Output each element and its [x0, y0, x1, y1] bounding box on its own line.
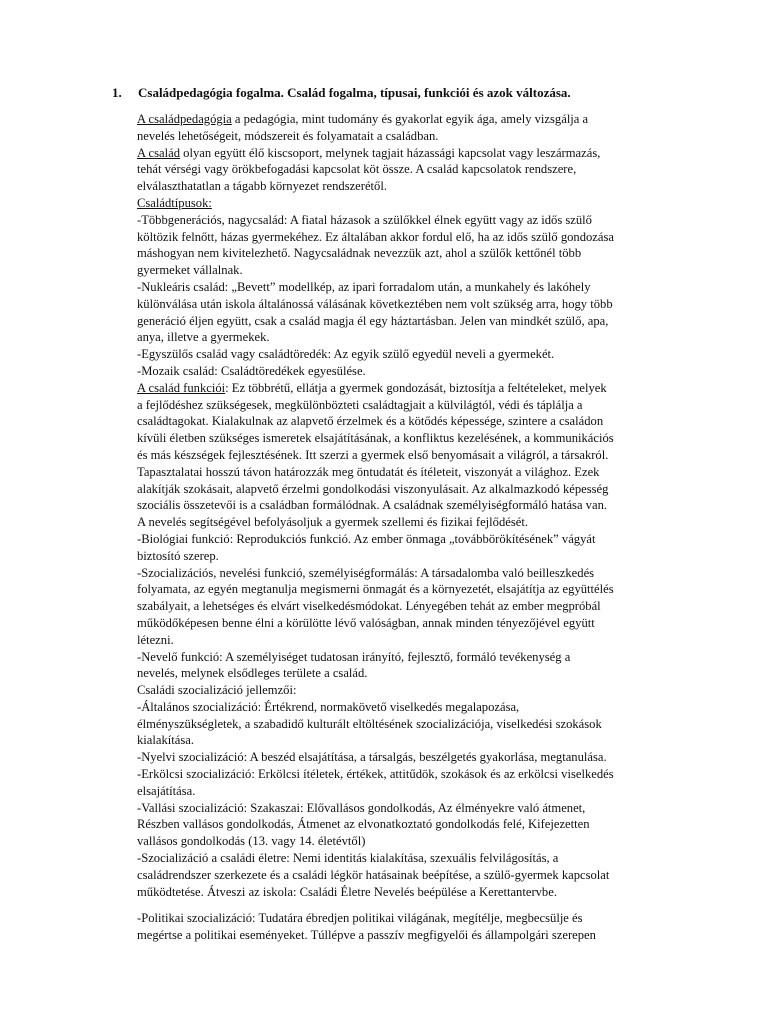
- text-line: [137, 380, 657, 397]
- line-text: szociális összetevői is a családban formálódnak. A családnak személyiségformáló hatása van.: [137, 498, 608, 513]
- text-line: [137, 329, 657, 346]
- document-body: [137, 111, 657, 944]
- text-line: [137, 867, 657, 884]
- line-text: szabályait, a lehetséges és elvárt viselkedésmódokat. Lényegében tehát az ember megpróbál: [137, 599, 601, 614]
- text-line: [137, 531, 657, 548]
- line-text: költözik felnőtt, házas gyermekéhez. Ez általában akkor fordul elő, ha az idős szülő gondozása: [137, 229, 614, 244]
- text-line: [137, 716, 657, 733]
- text-line: [137, 783, 657, 800]
- line-text: A nevelés segítségével befolyásoljuk a gyermek szellemi és fizikai fejlődését.: [137, 515, 528, 530]
- text-line: [137, 884, 657, 901]
- line-text: -Egyszülős család vagy családtöredék: Az egyik szülő egyedül neveli a gyermekét.: [137, 347, 555, 362]
- text-line: [137, 514, 657, 531]
- line-text: olyan együtt élő kiscsoport, melynek tagjait házassági kapcsolat vagy leszármazás,: [180, 145, 601, 160]
- line-text: vallásos gondolkodás (13. vagy 14. életévtől): [137, 834, 366, 849]
- text-line: [137, 665, 657, 682]
- text-line: [137, 111, 657, 128]
- line-text: -Nukleáris család: „Bevett” modellkép, az ipari forradalom után, a munkahely és lakóhely: [137, 279, 591, 294]
- text-line: [137, 413, 657, 430]
- text-line: [137, 481, 657, 498]
- line-text: tehát vérségi vagy örökbefogadási kapcsolat köt össze. A család kapcsolatok rendszere,: [137, 162, 577, 177]
- section-title: Családpedagógia fogalma. Család fogalma, típusai, funkciói és azok változása.: [138, 85, 571, 100]
- text-line: [137, 262, 657, 279]
- line-text: és más készségek fejlesztésének. Itt szerzi a gyermek első benyomásait a világról, a társakról.: [137, 447, 609, 462]
- text-line: [137, 397, 657, 414]
- line-text: -Vallási szocializáció: Szakaszai: Elővallásos gondolkodás, Az élményekre való átmenet,: [137, 800, 586, 815]
- line-text: különválása után iskola általánossá válásának következtében nem volt szükség arra, hogy több: [137, 296, 613, 311]
- text-line: [137, 816, 657, 833]
- text-line: [137, 447, 657, 464]
- line-text: működtetése. Átveszi az iskola: Családi Életre Nevelés beépülése a Kerettantervbe.: [137, 884, 557, 899]
- line-text: Részben vallásos gondolkodás, Átmenet az elvonatkoztató gondolkodás felé, Kifejezetten: [137, 817, 590, 832]
- line-text: létezni.: [137, 632, 174, 647]
- line-text: -Általános szocializáció: Értékrend, normakövető viselkedés megalapozása,: [137, 699, 520, 714]
- line-text: biztosító szerep.: [137, 548, 219, 563]
- section-heading: [112, 84, 732, 102]
- text-line: [137, 732, 657, 749]
- line-text: Családi szocializáció jellemzői:: [137, 683, 297, 698]
- text-line: [137, 464, 657, 481]
- line-text: gyermeket vállalnak.: [137, 263, 243, 278]
- text-line: [137, 128, 657, 145]
- paragraph-gap: [137, 900, 657, 910]
- line-text: kívüli életben szükséges ismeretek elsajátításának, a konfliktus kezelésének, a kommunikációs: [137, 431, 614, 446]
- text-line: [137, 497, 657, 514]
- line-text: családrendszer szerkezete és a családi légkör hatásainak beépítése, a szülő-gyermek kapcsolat: [137, 867, 610, 882]
- line-text: -Szocializációs, nevelési funkció, személyiségformálás: A társadalomba való beilleszkedés: [137, 565, 595, 580]
- text-line: [137, 145, 657, 162]
- underlined-term: A család: [137, 145, 181, 160]
- line-text: nevelés, melynek elsődleges területe a család.: [137, 666, 368, 681]
- line-text: -Nyelvi szocializáció: A beszéd elsajátítása, a társalgás, beszélgetés gyakorlása, megtanulása.: [137, 750, 607, 765]
- line-text: elválaszthatatlan a tágabb környezet rendszerétől.: [137, 179, 387, 194]
- line-text: -Politikai szocializáció: Tudatára ébredjen politikai világának, megítélje, megbecsülje és: [137, 911, 583, 926]
- text-line: [137, 632, 657, 649]
- text-line: [137, 927, 657, 944]
- text-line: [137, 910, 657, 927]
- line-text: Tapasztalatai hosszú távon határozzák meg öntudatát és ítéleteit, viszonyát a világhoz. Ezek: [137, 464, 600, 479]
- line-text: nevelés lehetőségeit, módszereit és folyamatait a családban.: [137, 128, 439, 143]
- text-line: [137, 313, 657, 330]
- text-line: [137, 212, 657, 229]
- text-line: [137, 430, 657, 447]
- text-line: [137, 800, 657, 817]
- text-line: [137, 598, 657, 615]
- text-line: [137, 649, 657, 666]
- text-line: [137, 682, 657, 699]
- text-line: [137, 346, 657, 363]
- text-line: [137, 178, 657, 195]
- line-text: máshogyan nem kivitelezhető. Nagycsaládnak nevezzük azt, ahol a szülők kettőnél több: [137, 246, 582, 261]
- text-line: [137, 195, 657, 212]
- line-text: -Szocializáció a családi életre: Nemi identitás kialakítása, szexuális felvilágosítás, a: [137, 851, 559, 866]
- text-line: [137, 363, 657, 380]
- text-line: [137, 615, 657, 632]
- line-text: alakítják szokásait, alapvető érzelmi gondolkodási viszonyulásait. Az alkalmazkodó képesség: [137, 481, 609, 496]
- line-text: -Nevelő funkció: A személyiséget tudatosan irányító, fejlesztő, formáló tevékenység a: [137, 649, 571, 664]
- line-text: kialakítása.: [137, 733, 194, 748]
- line-text: a pedagógia, mint tudomány és gyakorlat egyik ága, amely vizsgálja a: [231, 112, 589, 126]
- line-text: élményszükségletek, a szabadidő kulturált eltöltésének szocializációja, viselkedési szokások: [137, 716, 602, 731]
- text-line: [137, 279, 657, 296]
- line-text: anya, illetve a gyermekek.: [137, 330, 270, 345]
- text-line: [137, 245, 657, 262]
- line-text: megértse a politikai eseményeket. Túllépve a passzív megfigyelői és állampolgári szerepen: [137, 928, 596, 943]
- text-line: [137, 161, 657, 178]
- text-line: [137, 548, 657, 565]
- line-text: folyamata, az egyén megtanulja megismerni önmagát és a környezetét, elsajátítja az együttélés: [137, 582, 614, 597]
- text-line: [137, 766, 657, 783]
- text-line: [137, 699, 657, 716]
- text-line: [137, 565, 657, 582]
- line-text: -Erkölcsi szocializáció: Erkölcsi ítéletek, értékek, attitűdök, szokások és az erkölcsi viselkedés: [137, 767, 614, 782]
- line-text: -Mozaik család: Családtöredékek egyesülése.: [137, 363, 366, 378]
- line-text: generáció éljen együtt, csak a család magja él egy háztartásban. Jelen van mindkét szülő, apa,: [137, 313, 609, 328]
- line-text: -Biológiai funkció: Reprodukciós funkció. Az ember önmaga „továbbörökítésének” vágyát: [137, 531, 596, 546]
- line-text: működőképesen benne élni a körülötte lévő valóságban, annak minden tényezőjével együtt: [137, 615, 595, 630]
- line-text: a fejlődéshez szükségesek, megkülönbözteti családtagjait a külvilágtól, védi és táplálja a: [137, 397, 583, 412]
- line-text: elsajátítása.: [137, 783, 196, 798]
- underlined-term: A család funkciói: [137, 380, 226, 395]
- text-line: [137, 749, 657, 766]
- section-number: 1.: [112, 85, 122, 100]
- line-text: -Többgenerációs, nagycsalád: A fiatal házasok a szülőkkel élnek együtt vagy az idős szülő: [137, 212, 592, 227]
- underlined-term: Családtípusok:: [137, 195, 212, 210]
- text-line: [137, 850, 657, 867]
- line-text: családtagokat. Kialakulnak az alapvető érzelmek és a kötődés képessége, szintere a családon: [137, 414, 604, 429]
- underlined-term: A családpedagógia: [137, 112, 232, 126]
- text-line: [137, 229, 657, 246]
- text-line: [137, 833, 657, 850]
- line-text: : Ez többrétű, ellátja a gyermek gondozását, biztosítja a feltételeket, melyek: [225, 380, 607, 395]
- text-line: [137, 581, 657, 598]
- text-line: [137, 296, 657, 313]
